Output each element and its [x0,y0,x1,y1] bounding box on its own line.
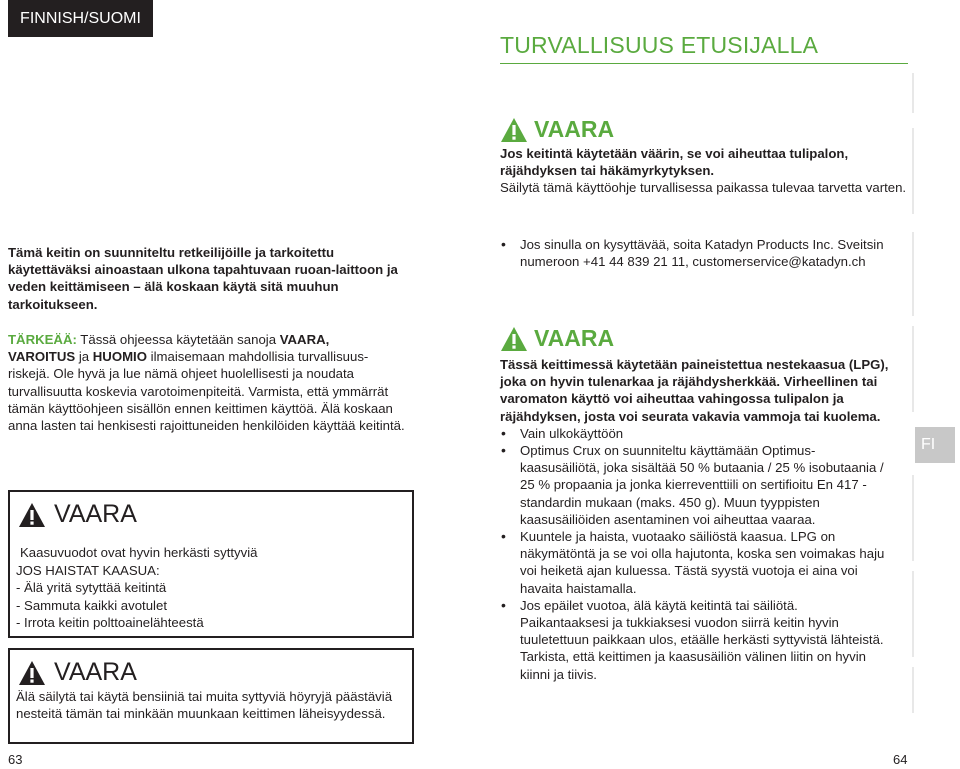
keyword-varoitus: VAROITUS [8,349,76,365]
box-heading [18,658,137,687]
box-heading-text: VAARA [54,658,137,686]
contact-info [500,236,910,270]
warning-bold-text: Jos keitintä käytetään väärin, se voi aiheuttaa tulipalon, räjähdyksen tai häkämyrkytyksen. [500,146,849,179]
keyword-huomio: HUOMIO [92,349,147,365]
warning-heading [500,325,910,352]
title-divider [500,63,908,64]
box-line: - Älä yritä sytyttää keitintä [16,580,167,595]
bullet-item: • Vain ulkokäyttöön [500,425,890,442]
warning-icon [500,117,528,143]
box-text: Älä säilytä tai käytä bensiiniä tai muita syttyviä höyryjä päästäviä nesteitä tämän tai minkään muunkaan keittimen läheisyydessä. [16,689,393,722]
warning-icon [18,660,46,686]
edge-bar [912,667,914,713]
danger-box-gas [8,490,414,638]
warning-lpg [500,325,910,683]
warning-heading [500,116,910,143]
bullet-item: • Kuuntele ja haista, vuotaako säiliöstä kaasua. LPG on näkymätöntä ja se voi olla hajutonta, koska sen voimakas haju voi heiketä ajan kuluessa. Tästä syystä vuotoja ei aina voi havaita haistamalla. [500,528,890,597]
box-heading [18,500,137,529]
page-number-left: 63 [8,752,23,767]
important-text: ja [75,349,93,365]
edge-bar [912,571,914,657]
box-line: - Irrota keitin polttoainelähteestä [16,615,204,630]
warning-heading-text: VAARA [534,325,615,351]
warning-bullets [500,425,890,683]
intro-text: Tämä keitin on suunniteltu retkeilijöille ja tarkoitettu käytettäväksi ainoastaan ulkona tapahtuvaan ruoan-laittoon ja veden keittämiseen – älä koskaan käytä sitä muuhun tarkoitukseen. [8,245,398,312]
important-notice [8,331,408,434]
box-lines [16,544,406,632]
edge-bar [912,475,914,561]
edge-bar [912,128,914,214]
keyword-vaara: VAARA, [279,332,330,347]
warning-heading-text: VAARA [534,116,615,142]
page-number-right: 64 [893,752,908,767]
warning-text: Säilytä tämä käyttöohje turvallisessa paikassa tulevaa tarvetta varten. [500,180,907,196]
warning-misuse [500,116,910,197]
box-line: JOS HAISTAT KAASUA: [16,562,160,578]
important-label: TÄRKEÄÄ: [8,332,77,347]
bullet-item: • Jos epäilet vuotoa, älä käytä keitintä tai säiliötä. Paikantaaksesi ja tukkiaksesi vuodon siirrä keitin hyvin tuuletettuun paikkaan ulos, etäälle herkästi syttyvistä lähteistä. Tarkista, että keittimen ja kaasusäiliön välinen liitin on hyvin kiinni ja tiivis. [500,597,890,683]
language-tab: FINNISH/SUOMI [8,0,153,37]
warning-icon [18,502,46,528]
important-text: Tässä ohjeessa käytetään sanoja [76,332,280,347]
edge-bar [912,73,914,113]
contact-item: • Jos sinulla on kysyttävää, soita Katadyn Products Inc. Sveitsin numeroon +41 44 839 21 11, customerservice@katadyn.ch [500,236,910,270]
box-line: Kaasuvuodot ovat hyvin herkästi syttyviä [20,545,258,560]
page-title: TURVALLISUUS ETUSIJALLA [500,32,819,58]
edge-bar [912,326,914,412]
language-side-tab: FI [915,427,955,463]
danger-box-fuel [8,648,414,744]
warning-icon [500,326,528,352]
warning-bold-text: Tässä keittimessä käytetään paineistettua nestekaasua (LPG), joka on hyvin tulenarkaa ja räjähdysherkkää. Virheellinen tai varomaton käyttö voi aiheuttaa vahingossa tulipalon ja räjähdyksen, josta voi seurata vakavia vammoja tai kuolema. [500,357,889,424]
edge-bar [912,232,914,316]
bullet-item: • Optimus Crux on suunniteltu käyttämään Optimus-kaasusäiliötä, joka sisältää 50 % butaania / 25 % isobutaania / 25 % propaania ja jonka kierreventtiili on sertifioitu En 417 -standardin mukaan (maks. 450 g). Muun tyyppisten kaasusäiliöiden asentaminen voi aiheuttaa vaaraa. [500,442,890,528]
box-line: - Sammuta kaikki avotulet [16,597,167,613]
box-heading-text: VAARA [54,500,137,528]
important-text: ilmaisemaan mahdollisia turvallisuus-riskejä. Ole hyvä ja lue nämä ohjeet huolellisesti ja noudata turvallisuutta koskevia varotoimenpiteitä. Varmista, että ymmärrät tämän käyttöohjeen sisällön ennen keittimen käyttöä. Älä koskaan anna lasten tai henkisesti rajoittuneiden henkilöiden käyttää keitintä. [8,349,405,434]
